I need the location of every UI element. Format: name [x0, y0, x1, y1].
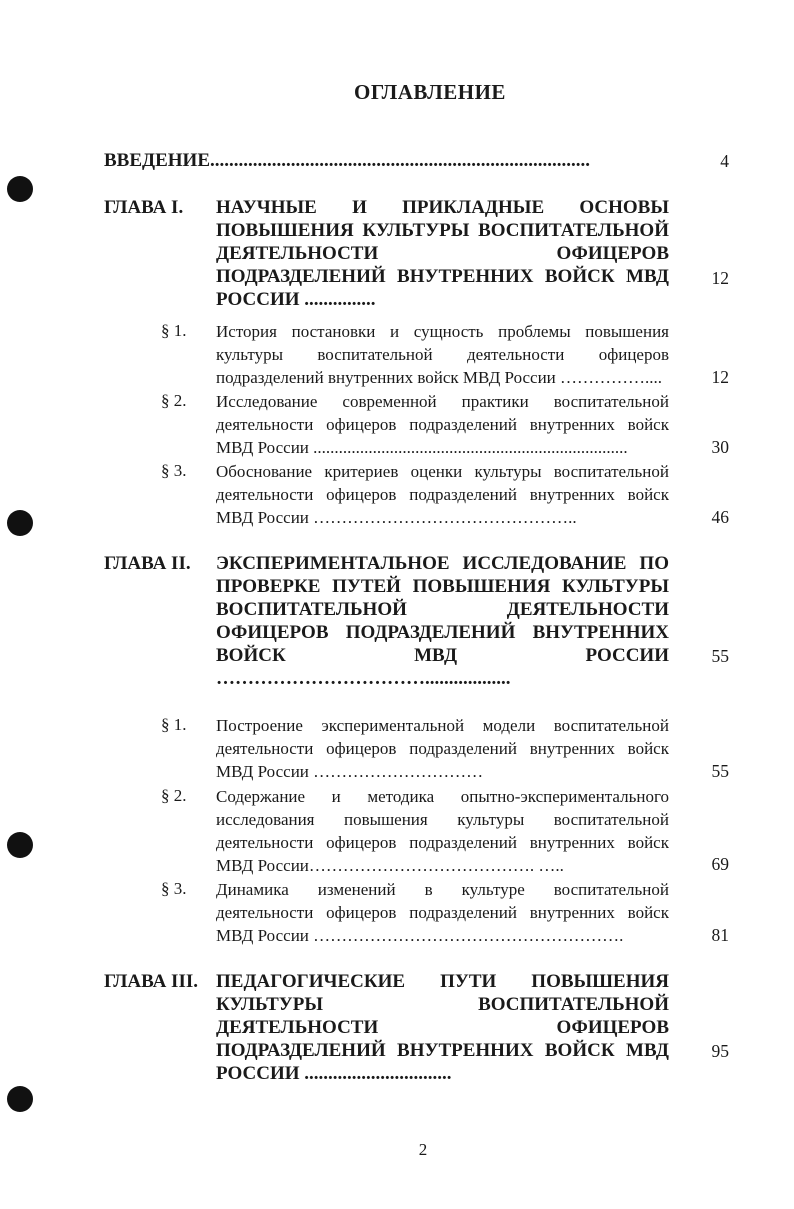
chapter-1-section-1-page: 12: [711, 367, 729, 387]
chapter-3-title[interactable]: ПЕДАГОГИЧЕСКИЕ ПУТИ ПОВЫШЕНИЯ КУЛЬТУРЫ ВОСПИТАТЕЛЬНОЙ ДЕЯТЕЛЬНОСТИ ОФИЦЕРОВ ПОДРАЗДЕЛЕНИЙ ВНУТРЕННИХ ВОЙСК МВД РОССИИ ...............................: [216, 971, 669, 1084]
page-number: 2: [418, 1140, 428, 1159]
chapter-1-section-2-page: 30: [711, 437, 729, 457]
chapter-1-section-3-num: § 3.: [161, 461, 187, 480]
chapter-2-page: 55: [711, 646, 729, 666]
binder-hole-3: [7, 832, 33, 858]
chapter-1-section-1-text[interactable]: История постановки и сущность проблемы повышения культуры воспитательной деятельности офицеров подразделений внутренних войск МВД России ……………....: [216, 322, 669, 387]
chapter-2-section-3-text[interactable]: Динамика изменений в культуре воспитательной деятельности офицеров подразделений внутренних войск МВД России ……………………………………………….: [216, 880, 669, 945]
page-title: ОГЛАВЛЕНИЕ: [354, 80, 506, 104]
toc-intro[interactable]: ВВЕДЕНИЕ................................................................................: [104, 150, 590, 171]
binder-hole-1: [7, 176, 33, 202]
toc-intro-page: 4: [720, 151, 729, 171]
chapter-1-page: 12: [711, 268, 729, 288]
chapter-1-section-2-num: § 2.: [161, 391, 187, 410]
chapter-3-page: 95: [711, 1041, 729, 1061]
chapter-1-section-3-page: 46: [711, 507, 729, 527]
chapter-3-label: ГЛАВА III.: [104, 971, 198, 992]
binder-hole-4: [7, 1086, 33, 1112]
chapter-1-section-1-num: § 1.: [161, 321, 187, 340]
chapter-2-section-3-num: § 3.: [161, 879, 187, 898]
chapter-2-title[interactable]: ЭКСПЕРИМЕНТАЛЬНОЕ ИССЛЕДОВАНИЕ ПО ПРОВЕРКЕ ПУТЕЙ ПОВЫШЕНИЯ КУЛЬТУРЫ ВОСПИТАТЕЛЬНОЙ ДЕЯТЕЛЬНОСТИ ОФИЦЕРОВ ПОДРАЗДЕЛЕНИЙ ВНУТРЕННИХ ВОЙСК МВД РОССИИ ……………………………..................: [216, 553, 669, 689]
chapter-2-section-1-page: 55: [711, 761, 729, 781]
binder-hole-2: [7, 510, 33, 536]
chapter-1-section-2-text[interactable]: Исследование современной практики воспитательной деятельности офицеров подразделений внутренних войск МВД России ..........................................................................: [216, 392, 669, 457]
chapter-2-section-3-page: 81: [711, 925, 729, 945]
chapter-1-section-3-text[interactable]: Обоснование критериев оценки культуры воспитательной деятельности офицеров подразделений внутренних войск МВД России ………………………………………..: [216, 462, 669, 527]
chapter-2-label: ГЛАВА II.: [104, 553, 191, 574]
chapter-2-section-2-num: § 2.: [161, 786, 187, 805]
chapter-2-section-1-num: § 1.: [161, 715, 187, 734]
chapter-1-label: ГЛАВА I.: [104, 197, 184, 218]
chapter-2-section-2-page: 69: [711, 854, 729, 874]
chapter-1-title[interactable]: НАУЧНЫЕ И ПРИКЛАДНЫЕ ОСНОВЫ ПОВЫШЕНИЯ КУЛЬТУРЫ ВОСПИТАТЕЛЬНОЙ ДЕЯТЕЛЬНОСТИ ОФИЦЕРОВ ПОДРАЗДЕЛЕНИЙ ВНУТРЕННИХ ВОЙСК МВД РОССИИ ...............: [216, 197, 669, 310]
chapter-2-section-1-text[interactable]: Построение экспериментальной модели воспитательной деятельности офицеров подразделений внутренних войск МВД России …………………………: [216, 716, 669, 781]
chapter-2-section-2-text[interactable]: Содержание и методика опытно-экспериментального исследования повышения культуры воспитательной деятельности офицеров подразделений внутренних войск МВД России…………………………………. …..: [216, 787, 669, 875]
